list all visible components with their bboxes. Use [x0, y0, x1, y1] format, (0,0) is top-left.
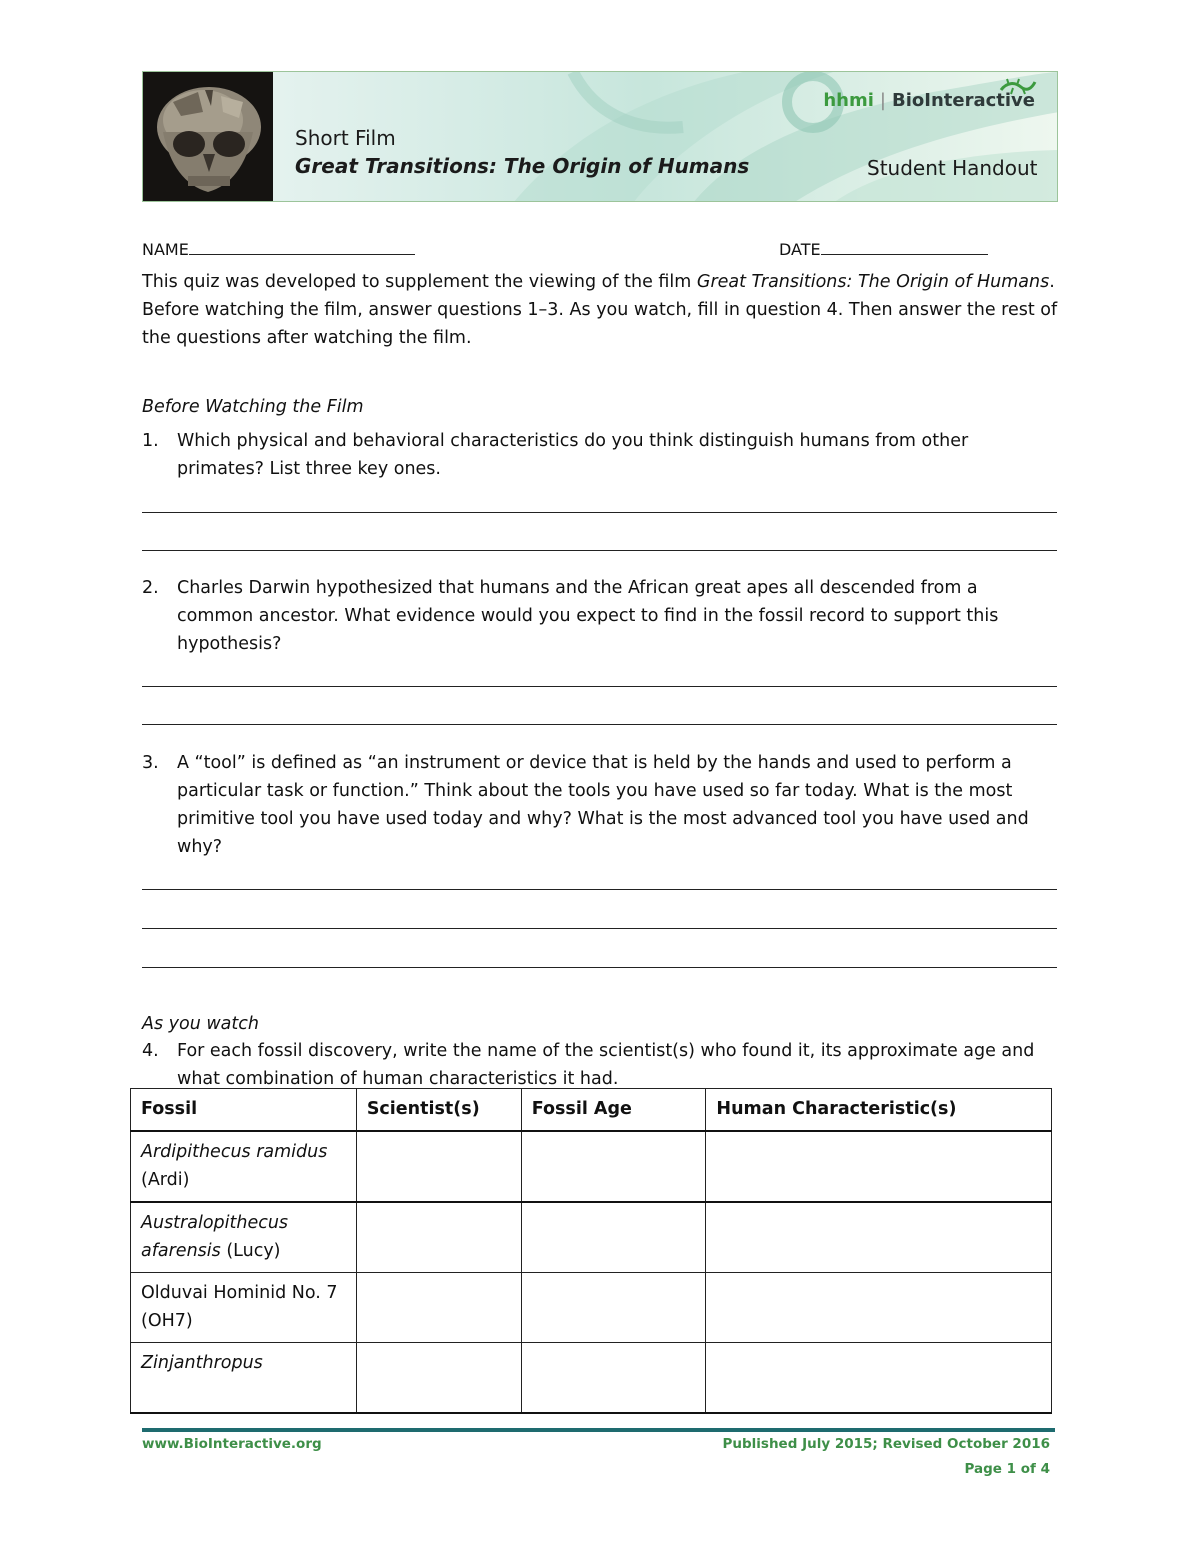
scientists-cell[interactable] — [356, 1131, 521, 1202]
brand-hhmi: hhmi — [823, 90, 874, 111]
question-1-text: Which physical and behavioral characteristics do you think distinguish humans from other primates? List three key ones. — [177, 431, 969, 479]
footer-published: Published July 2015; Revised October 2016 — [722, 1436, 1050, 1452]
header-human-characteristics: Human Characteristic(s) — [706, 1089, 1052, 1132]
fossil-cell — [131, 1343, 357, 1414]
handout-label: Student Handout — [867, 156, 1038, 180]
skull-photo — [143, 72, 273, 202]
scientists-cell[interactable] — [356, 1343, 521, 1414]
fossil-name-plain: Olduvai Hominid No. 7 (OH7) — [141, 1283, 338, 1331]
section-heading-before: Before Watching the Film — [142, 397, 364, 417]
question-3-text: A “tool” is defined as “an instrument or device that is held by the hands and used to perform a particular task or function.” Think about the tools you have used so far today. What is the most primitive tool you have used today and why? What is the most advanced tool you have used and why? — [177, 753, 1029, 857]
fossil-age-cell[interactable] — [521, 1131, 706, 1202]
date-field[interactable] — [779, 236, 988, 264]
characteristics-cell[interactable] — [706, 1131, 1052, 1202]
date-label: DATE — [779, 240, 821, 259]
intro-film-title: Great Transitions: The Origin of Humans — [696, 272, 1050, 292]
scientists-cell[interactable] — [356, 1202, 521, 1273]
characteristics-cell[interactable] — [706, 1343, 1052, 1414]
fossil-name-plain: (Lucy) — [226, 1241, 281, 1261]
answer-line-q1-2[interactable] — [142, 550, 1057, 551]
table-header-row — [131, 1089, 1052, 1132]
fossil-cell — [131, 1273, 357, 1343]
question-2-text: Charles Darwin hypothesized that humans and the African great apes all descended from a common ancestor. What evidence would you expect to find in the fossil record to support this hypothesis? — [177, 578, 999, 654]
header-fossil-age: Fossil Age — [521, 1089, 706, 1132]
header-scientists: Scientist(s) — [356, 1089, 521, 1132]
answer-line-q3-2[interactable] — [142, 928, 1057, 929]
section-heading-watch: As you watch — [142, 1014, 259, 1034]
table-row — [131, 1343, 1052, 1414]
question-4-text: For each fossil discovery, write the name of the scientist(s) who found it, its approximate age and what combination of human characteristics it had. — [177, 1041, 1035, 1089]
fossil-age-cell[interactable] — [521, 1273, 706, 1343]
fossil-age-cell[interactable] — [521, 1343, 706, 1414]
fossil-name-plain: (Ardi) — [141, 1170, 190, 1190]
intro-paragraph — [142, 268, 1067, 352]
footer-url[interactable]: www.BioInteractive.org — [142, 1436, 322, 1452]
name-label: NAME — [142, 240, 189, 259]
fossil-name-italic: Australopithecus afarensis — [141, 1213, 289, 1261]
fossil-cell — [131, 1131, 357, 1202]
answer-line-q2-1[interactable] — [142, 686, 1057, 687]
footer-page-number: Page 1 of 4 — [964, 1461, 1050, 1477]
header-fossil: Fossil — [131, 1089, 357, 1132]
fossil-table — [130, 1088, 1052, 1414]
characteristics-cell[interactable] — [706, 1273, 1052, 1343]
name-field[interactable] — [142, 236, 415, 264]
table-row — [131, 1202, 1052, 1273]
table-row — [131, 1131, 1052, 1202]
question-4-number: 4. — [142, 1041, 159, 1061]
question-2-number: 2. — [142, 578, 159, 598]
question-1-number: 1. — [142, 431, 159, 451]
fossil-name-italic: Zinjanthropus — [141, 1353, 263, 1373]
answer-line-q3-3[interactable] — [142, 967, 1057, 968]
film-type: Short Film — [295, 126, 396, 150]
question-3-number: 3. — [142, 753, 159, 773]
header-banner — [142, 71, 1058, 202]
brand-divider: | — [879, 90, 886, 111]
characteristics-cell[interactable] — [706, 1202, 1052, 1273]
answer-line-q3-1[interactable] — [142, 889, 1057, 890]
table-row — [131, 1273, 1052, 1343]
name-input-line[interactable] — [189, 236, 415, 255]
date-input-line[interactable] — [821, 236, 988, 255]
film-title: Great Transitions: The Origin of Humans — [295, 154, 750, 178]
lizard-icon — [999, 78, 1037, 96]
fossil-cell — [131, 1202, 357, 1273]
answer-line-q1-1[interactable] — [142, 512, 1057, 513]
scientists-cell[interactable] — [356, 1273, 521, 1343]
footer-rule — [142, 1428, 1055, 1432]
fossil-name-italic: Ardipithecus ramidus — [141, 1142, 328, 1162]
brand-name: BioInteractive — [892, 90, 1035, 111]
intro-part1: This quiz was developed to supplement the viewing of the film — [142, 272, 697, 292]
fossil-age-cell[interactable] — [521, 1202, 706, 1273]
answer-line-q2-2[interactable] — [142, 724, 1057, 725]
intro-part2: . Before watching the film, answer questions 1–3. As you watch, fill in question 4. Then answer the rest of the questions after watching the film. — [142, 272, 1058, 348]
